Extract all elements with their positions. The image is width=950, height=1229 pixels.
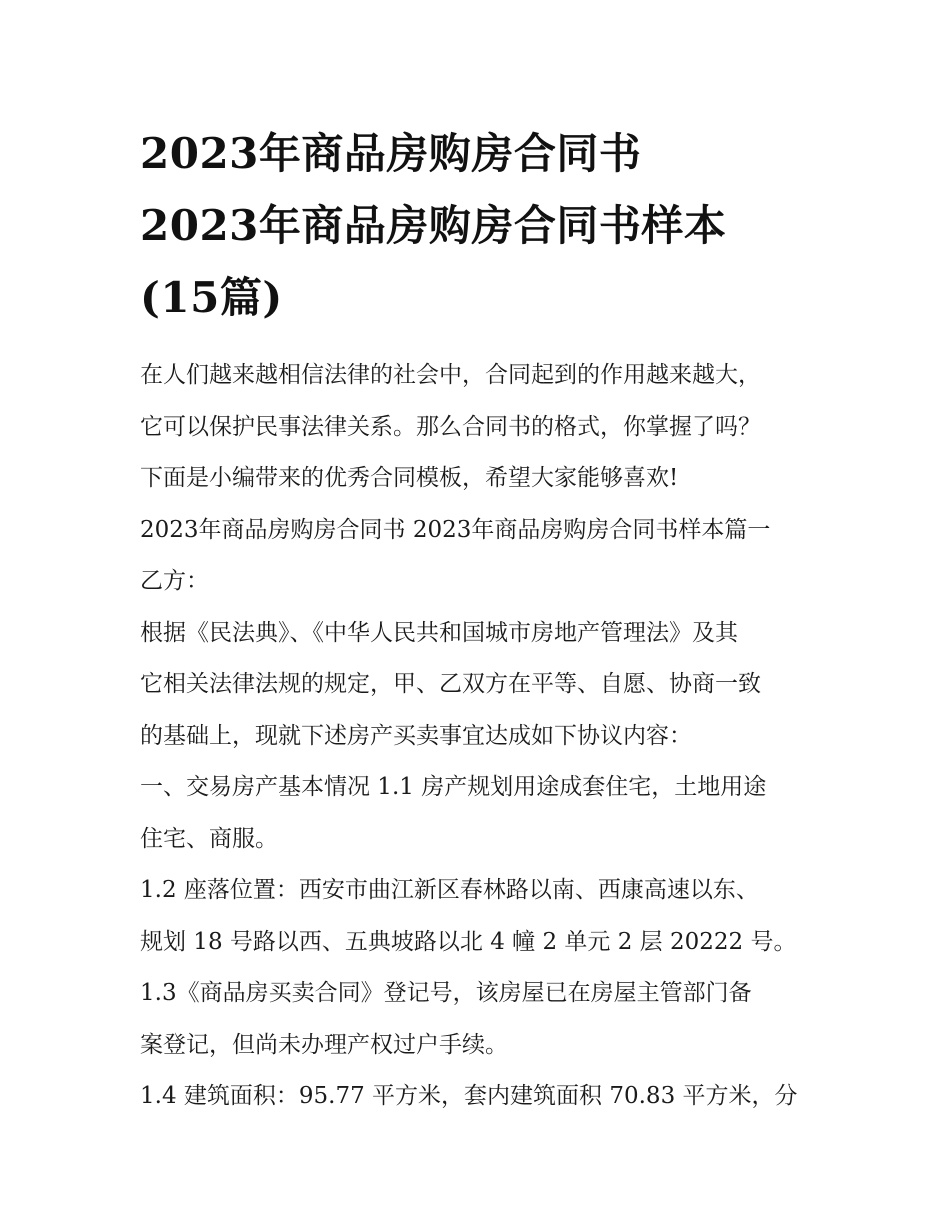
body-line: 乙方：: [140, 568, 209, 594]
document-body: [140, 350, 820, 1123]
document-page: [140, 118, 820, 1123]
body-line: 它相关法律法规的规定，甲、乙双方在平等、自愿、协商一致: [140, 671, 761, 697]
body-line: 1.4 建筑面积：95.77 平方米，套内建筑面积 70.83 平方米，分: [140, 1083, 798, 1109]
title-line: (15篇): [140, 273, 283, 322]
body-line: 1.3《商品房买卖合同》登记号，该房屋已在房屋主管部门备: [140, 980, 752, 1006]
body-line: 案登记，但尚未办理产权过户手续。: [140, 1031, 508, 1058]
body-line: 下面是小编带来的优秀合同模板，希望大家能够喜欢!: [140, 465, 679, 491]
body-line: 根据《民法典》、《中华人民共和国城市房地产管理法》及其: [140, 619, 738, 646]
title-line: 2023年商品房购房合同书: [140, 129, 642, 178]
title-line: 2023年商品房购房合同书样本: [140, 201, 727, 250]
body-line: 在人们越来越相信法律的社会中，合同起到的作用越来越大，: [140, 362, 761, 388]
body-line: 住宅、商服。: [140, 825, 278, 852]
document-title: [140, 118, 820, 334]
body-line: 的基础上，现就下述房产买卖事宜达成如下协议内容：: [140, 722, 692, 749]
body-line: 它可以保护民事法律关系。那么合同书的格式，你掌握了吗？: [140, 413, 761, 440]
body-line: 1.2 座落位置：西安市曲江新区春林路以南、西康高速以东、: [140, 877, 759, 903]
body-line: 一、交易房产基本情况 1.1 房产规划用途成套住宅，土地用途: [140, 774, 767, 800]
section-heading: 2023年商品房购房合同书 2023年商品房购房合同书样本篇一: [140, 516, 771, 543]
body-line: 规划 18 号路以西、五典坡路以北 4 幢 2 单元 2 层 20222 号。: [140, 928, 797, 955]
